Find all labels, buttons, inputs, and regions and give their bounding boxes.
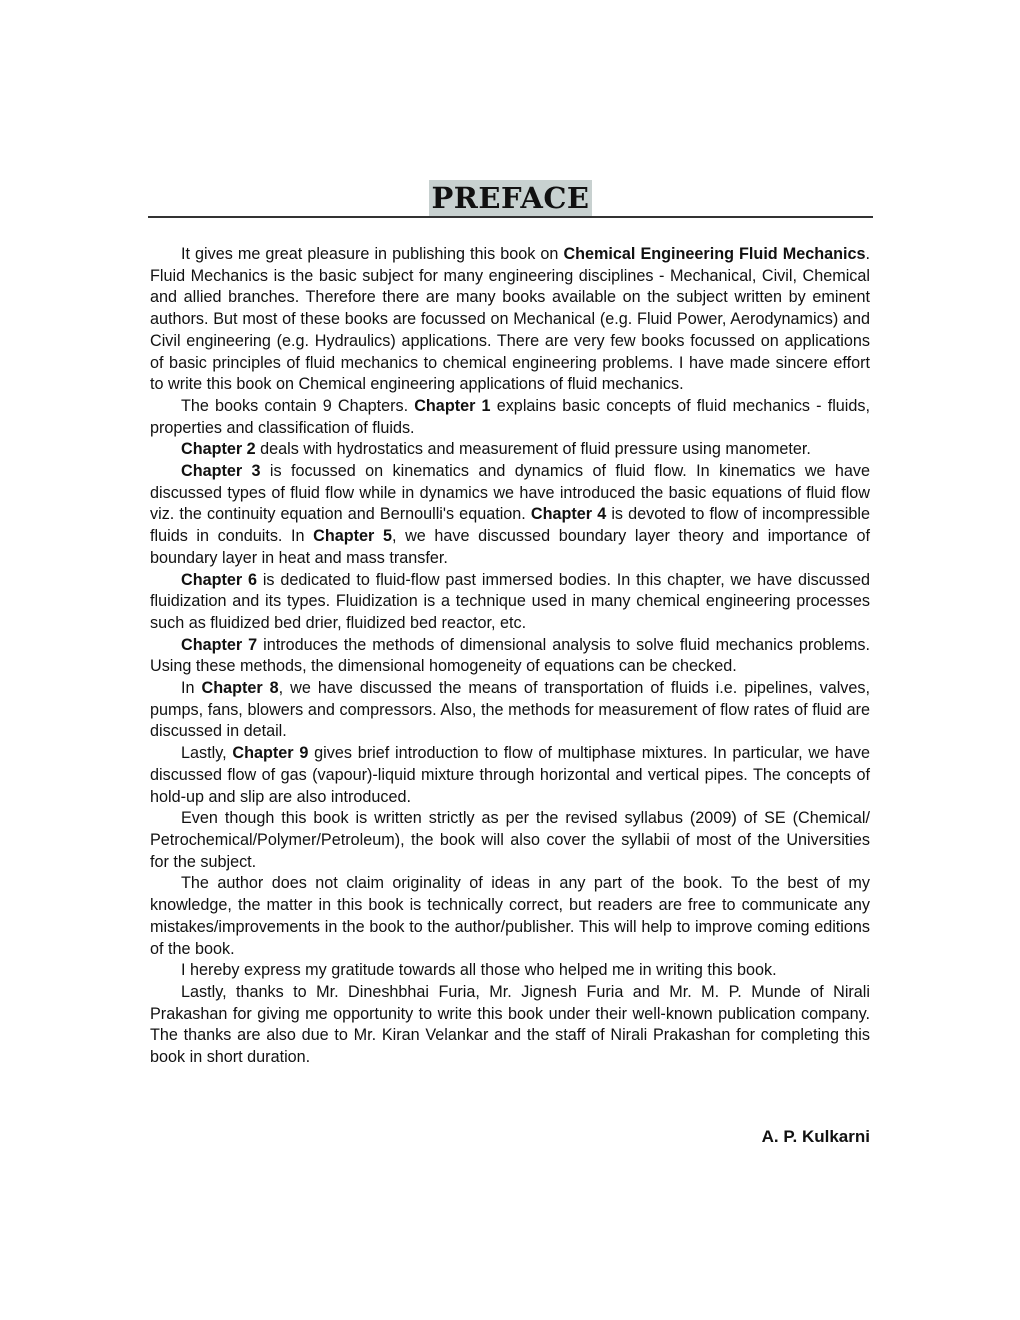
paragraph-chapter-9 (150, 743, 870, 808)
p8-text-c: gives brief introduction to flow of multiphase mixtures. In particular, we have discussed flow of gas (vapour)-liquid mixture through horizontal and vertical pipes. The concepts of hold-up and slip are also introduced. (150, 744, 870, 806)
paragraph-chapter-6 (150, 570, 870, 635)
p3-text-c: deals with hydrostatics and measurement of fluid pressure using manometer. (255, 440, 811, 459)
p1-text-c: . Fluid Mechanics is the basic subject for many engineering disciplines - Mechanical, Civil, Chemical and allied branches. Therefore there are many books available on the subject written by eminent authors. But most of these books are focussed on Mechanical (e.g. Fluid Power, Aerodynamics) and Civil engineering (e.g. Hydraulics) applications. There are very few books focussed on applications of basic principles of fluid mechanics to chemical engineering problems. I have made sincere effort to write this book on Chemical engineering applications of fluid mechanics. (150, 245, 871, 394)
p4-text-c2: is devoted to flow of incompressible fluids in conduits. In (150, 505, 870, 546)
p7-chapter-label: Chapter 8 (201, 679, 279, 698)
paragraph-chapter-2 (150, 439, 870, 461)
p4-chapter-3-label: Chapter 3 (181, 462, 261, 481)
paragraph-chapter-1 (150, 396, 870, 439)
paragraph-chapter-3-5 (150, 461, 870, 570)
paragraph-chapter-7 (150, 635, 870, 678)
p4-chapter-4-label: Chapter 4 (530, 505, 607, 524)
p8-chapter-label: Chapter 9 (232, 744, 309, 763)
p7-text-a: In (181, 679, 202, 698)
title-container (148, 180, 873, 216)
p2-text-a: The books contain 9 Chapters. (181, 396, 415, 415)
p1-text-a: It gives me great pleasure in publishing this book on (181, 245, 564, 263)
p3-chapter-label: Chapter 2 (181, 440, 256, 459)
p1-book-title: Chemical Engineering Fluid Mechanics (563, 245, 866, 263)
p4-chapter-5-label: Chapter 5 (313, 527, 392, 546)
p4-text-c3: , we have discussed boundary layer theory and importance of boundary layer in heat and mass transfer. (150, 527, 870, 567)
title-underline-rule (148, 216, 873, 218)
p5-chapter-label: Chapter 6 (181, 570, 257, 589)
paragraph-thanks: Lastly, thanks to Mr. Dineshbhai Furia, Mr. Jignesh Furia and Mr. M. P. Munde of Nirali Prakashan for giving me opportunity to write this book under their well-known publication company. The thanks are also due to Mr. Kiran Velankar and the staff of Nirali Prakashan for completing this book in short duration. (150, 982, 870, 1067)
p7-text-c: , we have discussed the means of transportation of fluids i.e. pipelines, valves, pumps, fans, blowers and compressors. Also, the methods for measurement of flow rates of fluid are discussed in detail. (150, 679, 870, 741)
author-signature: A. P. Kulkarni (761, 1127, 870, 1146)
paragraph-intro (150, 244, 870, 396)
paragraph-chapter-8 (150, 678, 870, 743)
p5-text-c: is dedicated to fluid-flow past immersed bodies. In this chapter, we have discussed fluidization and its types. Fluidization is a technique used in many chemical engineering processes such as fluidized bed drier, fluidized bed reactor, etc. (150, 570, 870, 632)
preface-body (150, 244, 870, 1069)
page-title: PREFACE (431, 181, 590, 215)
p6-chapter-label: Chapter 7 (181, 635, 258, 654)
p2-text-c: explains basic concepts of fluid mechanics - fluids, properties and classification of fluids. (150, 396, 870, 437)
paragraph-syllabus: Even though this book is written strictly as per the revised syllabus (2009) of SE (Chemical/ Petrochemical/Polymer/Petroleum), the book will also cover the syllabii of most of the Universities for the subject. (150, 809, 870, 871)
p6-text-c: introduces the methods of dimensional analysis to solve fluid mechanics problems. Using these methods, the dimensional homogeneity of equations can be checked. (150, 635, 870, 676)
p2-chapter-label: Chapter 1 (414, 396, 491, 415)
p8-text-a: Lastly, (181, 744, 233, 763)
p4-text-c1: is focussed on kinematics and dynamics of fluid flow. In kinematics we have discussed types of fluid flow while in dynamics we have introduced the basic equations of fluid flow viz. the continuity equation and Bernoulli's equation. (150, 462, 871, 524)
paragraph-gratitude: I hereby express my gratitude towards all those who helped me in writing this book. (181, 961, 777, 980)
paragraph-originality: The author does not claim originality of ideas in any part of the book. To the best of my knowledge, the matter in this book is technically correct, but readers are free to communicate any mistakes/improvements in the book to the author/publisher. This will help to improve coming editions of the book. (150, 874, 870, 958)
